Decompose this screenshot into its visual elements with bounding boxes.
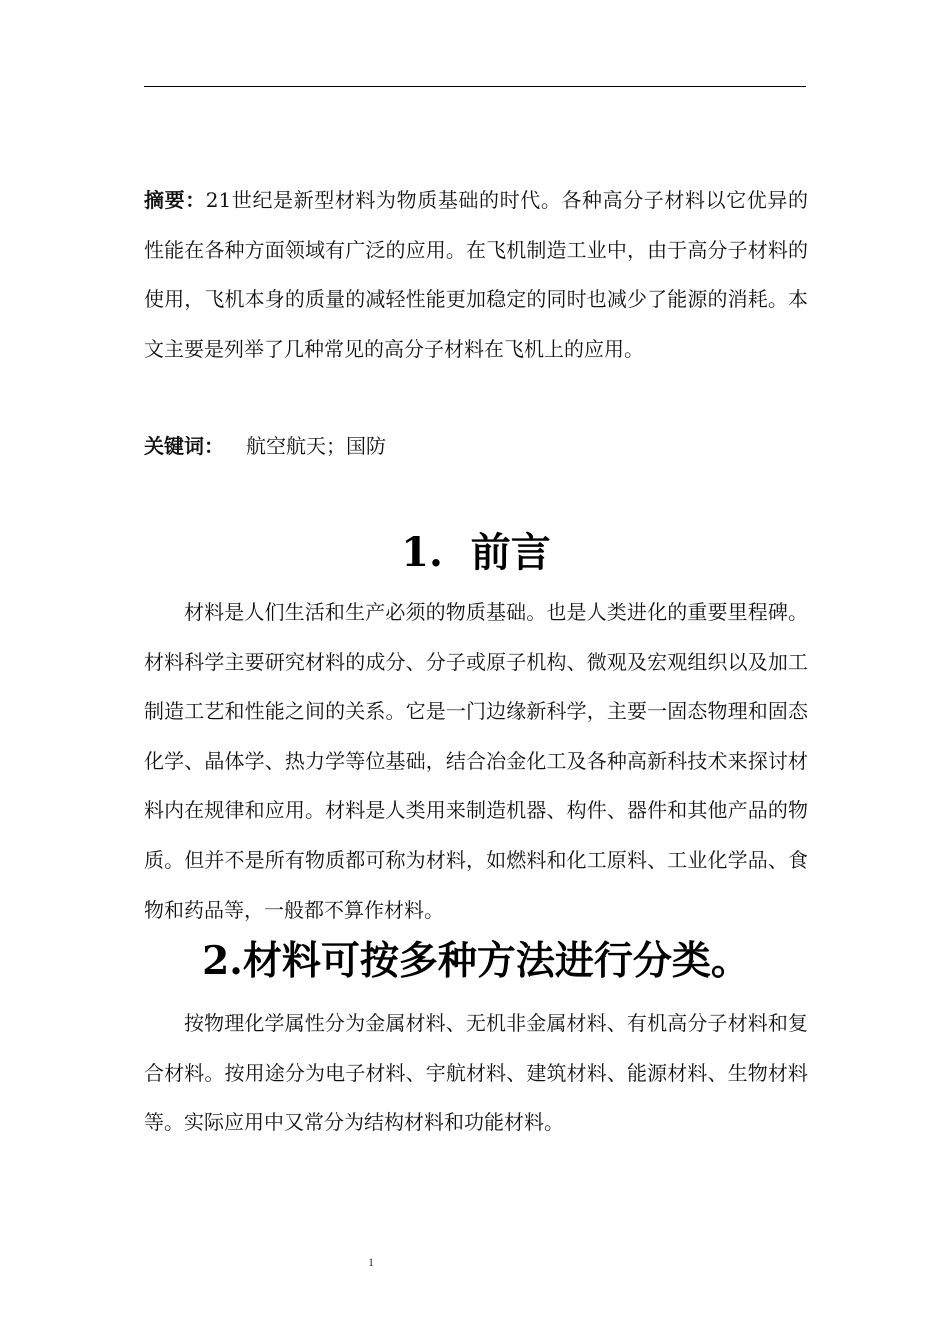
- section-body-classification: 按物理化学属性分为金属材料、无机非金属材料、有机高分子材料和复合材料。按用途分为电子材料、宇航材料、建筑材料、能源材料、生物材料等。实际应用中又常分为结构材料和功能材料。: [144, 1011, 808, 1135]
- section-heading-classification: 2.材料可按多种方法进行分类。: [202, 938, 750, 985]
- abstract-label: 摘要：: [144, 188, 206, 212]
- section-body-preface: 材料是人们生活和生产必须的物质基础。也是人类进化的重要里程碑。材料科学主要研究材料的成分、分子或原子机构、微观及宏观组织以及加工制造工艺和性能之间的关系。它是一门边缘新科学，主要一固态物理和固态化学、晶体学、热力学等位基础，结合冶金化工及各种高新科技术来探讨材料内在规律和应用。材料是人类用来制造机器、构件、器件和其他产品的物质。但并不是所有物质都可称为材料，如燃料和化工原料、工业化学品、食物和药品等，一般都不算作材料。: [144, 599, 808, 922]
- keywords-label: 关键词：: [144, 434, 224, 459]
- keywords-line: [144, 422, 808, 472]
- abstract-text: 21世纪是新型材料为物质基础的时代。各种高分子材料以它优异的性能在各种方面领域有广泛的应用。在飞机制造工业中，由于高分子材料的使用，飞机本身的质量的减轻性能更加稳定的同时也减少了能源的消耗。本文主要是列举了几种常见的高分子材料在飞机上的应用。: [144, 188, 808, 361]
- page-content: [144, 176, 808, 1148]
- header-rule: [144, 86, 806, 87]
- keywords-text: 航空航天；国防: [246, 434, 386, 459]
- section-heading-preface: 1. 前言: [401, 528, 551, 576]
- spacer: [144, 374, 808, 422]
- abstract-paragraph: [144, 176, 808, 374]
- spacer: [144, 472, 808, 524]
- page-number: 1: [368, 1255, 374, 1269]
